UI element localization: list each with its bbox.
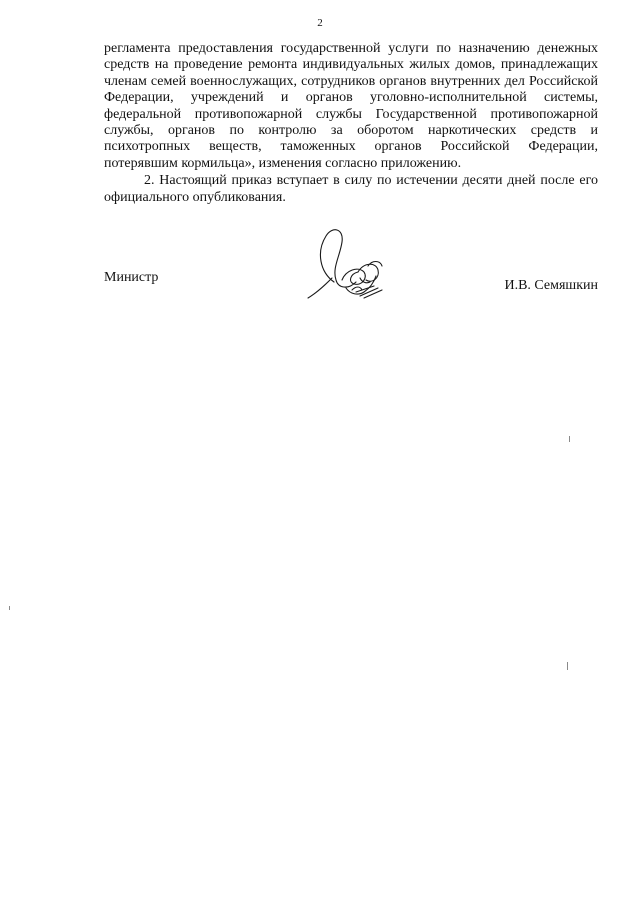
document-body — [104, 41, 598, 206]
paragraph-continued: регламента предоставления государственной услуги по назначению денежных средств на проведение ремонта индивидуальных жилых домов, принадлежащих членам семей военнослужащих, сотрудников органов внутренних дел Российской Федерации, учреждений и органов уголовно-исполнительной системы, федеральной противопожарной службы Государственной противопожарной службы, органов по контролю за оборотом наркотических средств и психотропных веществ, таможенных органов Российской Федерации, потерявшим кормильца», изменения согласно приложению. — [104, 41, 598, 171]
minister-title: Министр — [104, 270, 159, 285]
scan-artifact — [9, 606, 10, 610]
scan-artifact — [567, 662, 568, 670]
handwritten-signature-icon — [298, 222, 390, 302]
signer-name: И.В. Семяшкин — [504, 278, 598, 293]
scan-artifact — [569, 436, 570, 442]
paragraph-2: 2. Настоящий приказ вступает в силу по истечении десяти дней после его официального опубликования. — [104, 173, 598, 205]
page-number: 2 — [317, 17, 323, 29]
